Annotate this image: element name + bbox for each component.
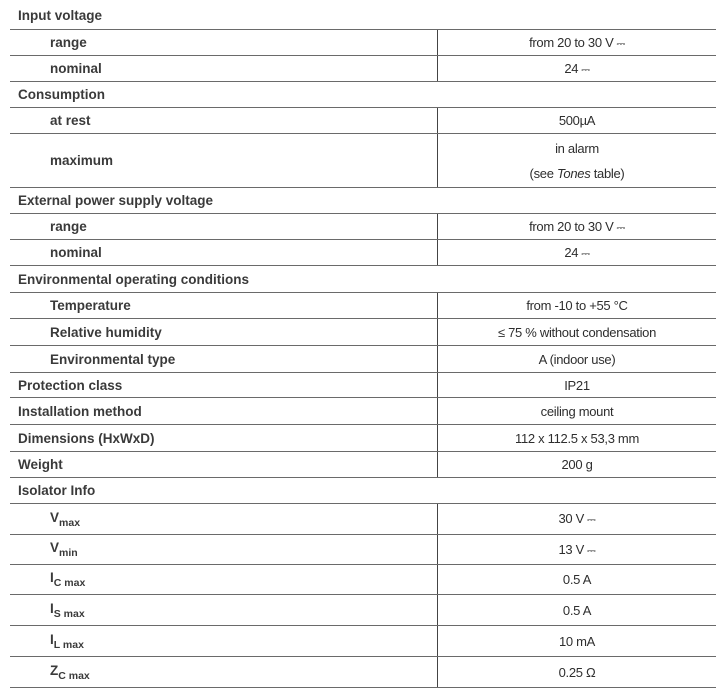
spec-label: maximum	[50, 153, 114, 168]
spec-label: range	[50, 219, 87, 234]
spec-label: Environmental type	[50, 351, 176, 367]
spec-row	[10, 452, 716, 478]
value-cell	[438, 626, 717, 657]
value-cell	[438, 214, 717, 240]
label-cell	[10, 565, 438, 595]
spec-value: from -10 to +55 °C	[526, 298, 628, 313]
spec-label: Protection class	[18, 377, 123, 393]
label-cell	[10, 30, 438, 56]
spec-value: 0.25 Ω	[558, 664, 596, 680]
symbol: V	[50, 540, 60, 555]
spec-row	[10, 565, 716, 595]
label-cell	[10, 373, 438, 398]
label-cell	[10, 657, 438, 688]
section-title: Input voltage	[10, 2, 716, 30]
value-cell	[438, 452, 717, 478]
spec-value: 200 g	[561, 457, 593, 472]
label-cell	[10, 626, 438, 657]
spec-value: 24	[564, 60, 579, 76]
section-header-row	[10, 2, 716, 30]
spec-row	[10, 398, 716, 425]
value-cell	[438, 425, 717, 452]
value-cell	[438, 293, 717, 319]
value-cell	[438, 56, 717, 82]
section-header-row	[10, 478, 716, 504]
spec-row	[10, 293, 716, 319]
section-title: Isolator Info	[10, 478, 716, 504]
label-cell	[10, 595, 438, 626]
symbol: V	[50, 509, 60, 525]
spec-value: 0.5 A	[562, 572, 592, 587]
spec-row	[10, 108, 716, 134]
value-cell	[438, 30, 717, 56]
label-cell	[10, 346, 438, 373]
dc-symbol-icon: ⎓	[587, 514, 596, 526]
spec-value: 30 V	[558, 511, 585, 526]
label-cell	[10, 425, 438, 452]
symbol-subscript: C max	[58, 669, 90, 682]
label-cell	[10, 214, 438, 240]
label-cell	[10, 293, 438, 319]
spec-label: Relative humidity	[50, 324, 162, 340]
section-header-row	[10, 266, 716, 293]
spec-value: from 20 to 30 V	[529, 34, 614, 50]
spec-value: IP21	[564, 377, 590, 393]
spec-value: 500µA	[558, 113, 596, 128]
spec-row	[10, 319, 716, 346]
dc-symbol-icon: ⎓	[581, 247, 590, 260]
spec-row	[10, 346, 716, 373]
spec-value: A (indoor use)	[538, 351, 616, 367]
spec-value: from 20 to 30 V	[529, 218, 614, 234]
section-header-row	[10, 82, 716, 108]
spec-value: 13 V	[558, 541, 585, 557]
spec-label: range	[50, 35, 87, 50]
value-cell	[438, 108, 717, 134]
value-cell	[438, 595, 717, 626]
symbol: I	[50, 600, 54, 616]
spec-label: Temperature	[50, 298, 131, 313]
value-cell	[438, 565, 717, 595]
dc-symbol-icon: ⎓	[616, 37, 625, 50]
label-cell	[10, 504, 438, 535]
spec-value: 10 mA	[558, 633, 596, 649]
spec-label: Dimensions (HxWxD)	[18, 430, 155, 446]
value-cell	[438, 346, 717, 373]
value-cell	[438, 504, 717, 535]
value-cell	[438, 134, 717, 188]
spec-label: Weight	[18, 457, 63, 472]
symbol-subscript: min	[59, 547, 78, 559]
symbol-subscript: C max	[53, 577, 86, 589]
value-cell	[438, 240, 717, 266]
label-cell	[10, 452, 438, 478]
label-cell	[10, 134, 438, 188]
section-title: Environmental operating conditions	[10, 266, 716, 293]
label-cell	[10, 535, 438, 565]
value-cell	[438, 319, 717, 346]
spec-value: ≤ 75 % without condensation	[497, 324, 657, 340]
spec-row	[10, 373, 716, 398]
spec-row	[10, 657, 716, 688]
spec-row	[10, 425, 716, 452]
dc-symbol-icon: ⎓	[581, 63, 590, 76]
section-header-row	[10, 188, 716, 214]
spec-value: ceiling mount	[540, 403, 614, 419]
spec-value: 0.5 A	[562, 602, 592, 618]
spec-label: at rest	[50, 113, 91, 128]
symbol: I	[50, 570, 54, 585]
symbol: I	[50, 631, 54, 647]
spec-row	[10, 134, 716, 188]
spec-label: nominal	[50, 61, 102, 76]
symbol-subscript: S max	[53, 607, 85, 620]
spec-value: in alarm	[555, 140, 599, 156]
spec-row	[10, 56, 716, 82]
spec-value: 112 x 112.5 x 53,3 mm	[514, 430, 639, 446]
section-title: Consumption	[10, 82, 716, 108]
spec-label: nominal	[50, 245, 102, 260]
spec-row	[10, 214, 716, 240]
spec-label: Installation method	[18, 403, 142, 419]
label-cell	[10, 319, 438, 346]
value-cell	[438, 657, 717, 688]
label-cell	[10, 108, 438, 134]
dc-symbol-icon: ⎓	[587, 544, 596, 557]
symbol: Z	[50, 662, 59, 678]
spec-row	[10, 240, 716, 266]
spec-value: 24	[564, 244, 579, 260]
symbol-subscript: max	[59, 516, 81, 529]
value-cell	[438, 398, 717, 425]
value-cell	[438, 535, 717, 565]
section-title: External power supply voltage	[10, 188, 716, 214]
label-cell	[10, 240, 438, 266]
label-cell	[10, 398, 438, 425]
specifications-table	[10, 2, 716, 688]
spec-row	[10, 626, 716, 657]
label-cell	[10, 56, 438, 82]
dc-symbol-icon: ⎓	[616, 221, 625, 234]
symbol-subscript: L max	[53, 638, 84, 651]
spec-note: (see Tones table)	[529, 165, 625, 181]
spec-row	[10, 595, 716, 626]
spec-row	[10, 30, 716, 56]
spec-row	[10, 535, 716, 565]
value-cell	[438, 373, 717, 398]
spec-row	[10, 504, 716, 535]
